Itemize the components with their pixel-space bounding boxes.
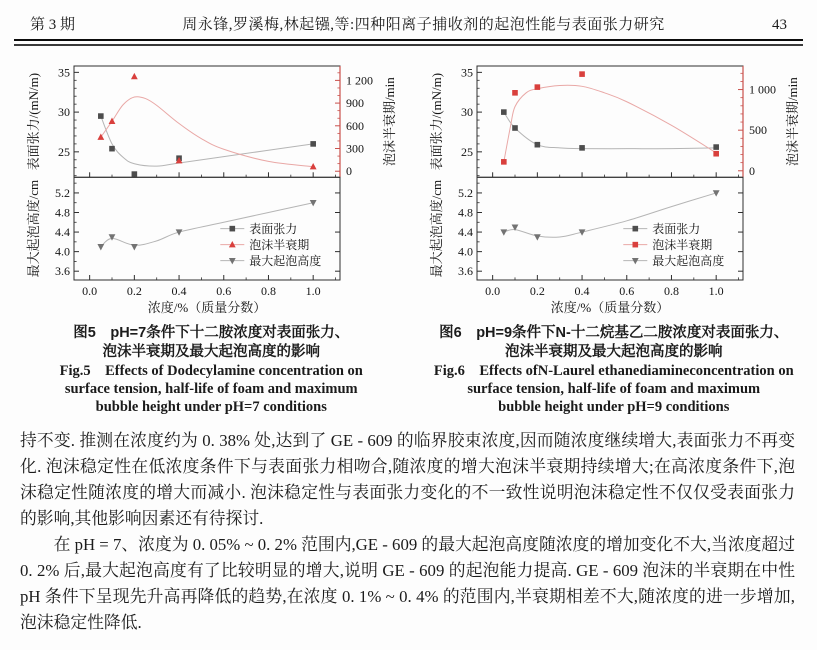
svg-text:泡沫半衰期/min: 泡沫半衰期/min <box>784 77 800 167</box>
series-foam-half-life <box>98 73 317 169</box>
svg-text:0.4: 0.4 <box>171 284 187 298</box>
square-marker <box>512 125 518 131</box>
fig6-caption-cn-line2: 泡沫半衰期及最大起泡高度的影响 <box>505 344 723 360</box>
svg-text:泡沫半衰期: 泡沫半衰期 <box>652 238 713 253</box>
svg-text:0: 0 <box>346 164 353 179</box>
square-marker <box>534 142 540 148</box>
page-number: 43 <box>772 17 787 33</box>
x-axis <box>90 172 336 177</box>
svg-text:4.4: 4.4 <box>55 225 71 240</box>
square-marker <box>109 146 115 152</box>
paragraph-1: 持不变. 推测在浓度约为 0. 38% 处,达到了 GE - 609 的临界胶束浓度,因而随浓度继续增大,表面张力不再变化. 泡沫稳定性在低浓度条件下与表面张力相吻合,随浓度的增大泡沫半衰期持续增大;在高浓度条件下,泡沫稳定性随浓度的增大而减小. 泡沫稳定性与表面张力变化的不一致性说明泡沫稳定性不仅仅受表面张力的影响,其他影响因素还有待探讨. <box>20 431 795 528</box>
svg-text:泡沫半衰期/min: 泡沫半衰期/min <box>382 77 398 167</box>
svg-text:最大起泡高度/cm: 最大起泡高度/cm <box>26 179 42 278</box>
svg-text:1 200: 1 200 <box>346 73 374 88</box>
svg-text:5.2: 5.2 <box>55 185 71 200</box>
figure-6 <box>415 56 814 416</box>
right-axis <box>335 66 397 178</box>
fig5-caption-cn-line2: 泡沫半衰期及最大起泡高度的影响 <box>102 344 320 360</box>
series-surface-tension <box>501 109 719 150</box>
paragraph-2: 在 pH = 7、浓度为 0. 05% ~ 0. 2% 范围内,GE - 609 的最大起泡高度随浓度的增加变化不大,当浓度超过 0. 2% 后,最大起泡高度有了比较明显的增大,说明 GE - 609 的起泡能力提高. GE - 609 泡沫的半衰期在中性 pH 条件下呈现先升高再降低的趋势,在浓度 0. 1% ~ 0. 4% 的范围内,半衰期相差不大,随浓度的进一步增加,泡沫稳定性降低. <box>20 535 795 632</box>
panel-0 <box>429 65 800 177</box>
square-marker <box>579 71 585 77</box>
fig5-caption-cn-line1: 图5 pH=7条件下十二胺浓度对表面张力、 <box>73 325 350 341</box>
svg-text:25: 25 <box>460 144 473 159</box>
fig6-caption-en-line2: surface tension, half-life of foam and maximum <box>467 381 761 397</box>
fig5-caption-en-line1: Fig.5 Effects of Dodecylamine concentration on <box>59 363 363 379</box>
square-marker <box>632 226 638 232</box>
svg-text:1 000: 1 000 <box>748 82 776 97</box>
svg-text:表面张力: 表面张力 <box>249 222 298 237</box>
journal-issue: 第 3 期 <box>30 17 76 33</box>
square-marker <box>311 141 317 147</box>
square-marker <box>230 226 236 232</box>
fig6-caption <box>415 324 814 416</box>
triangle-down-marker <box>632 258 639 264</box>
square-marker <box>534 84 540 90</box>
svg-text:4.0: 4.0 <box>55 244 71 259</box>
header-rule <box>14 39 803 46</box>
svg-text:浓度/%（质量分数）: 浓度/%（质量分数） <box>148 300 267 315</box>
svg-text:浓度/%（质量分数）: 浓度/%（质量分数） <box>550 300 669 315</box>
x-axis <box>485 275 738 315</box>
svg-text:0: 0 <box>748 163 755 178</box>
svg-text:1.0: 1.0 <box>708 284 724 298</box>
square-marker <box>501 109 507 115</box>
fig5-caption-en-line2: surface tension, half-life of foam and maximum <box>64 381 358 397</box>
page-header <box>0 0 817 39</box>
running-title: 周永锋,罗溪梅,林起镪,等:四种阳离子捕收剂的起泡性能与表面张力研究 <box>182 17 665 33</box>
square-marker <box>501 159 507 165</box>
panel-1 <box>429 177 743 315</box>
triangle-down-marker <box>109 234 116 240</box>
svg-text:1.0: 1.0 <box>305 284 321 298</box>
svg-text:35: 35 <box>460 65 473 80</box>
svg-text:0.4: 0.4 <box>574 284 590 298</box>
triangle-down-marker <box>98 244 105 250</box>
svg-text:35: 35 <box>58 65 71 80</box>
fig6-caption-cn-line1: 图6 pH=9条件下N-十二烷基乙二胺浓度对表面张力、 <box>439 325 789 341</box>
triangle-down-marker <box>500 229 507 235</box>
svg-text:3.6: 3.6 <box>457 264 473 279</box>
legend <box>221 221 322 268</box>
right-axis <box>738 66 800 178</box>
triangle-down-marker <box>229 258 236 264</box>
fig6-chart <box>419 56 809 320</box>
svg-text:0.2: 0.2 <box>127 284 143 298</box>
fig5-caption-en-line3: bubble height under pH=7 conditions <box>95 399 327 415</box>
svg-text:4.8: 4.8 <box>457 205 473 220</box>
svg-text:900: 900 <box>346 96 365 111</box>
svg-text:表面张力/(mN/m): 表面张力/(mN/m) <box>26 72 42 171</box>
fig5-caption <box>12 324 411 416</box>
square-marker <box>579 145 585 151</box>
svg-text:0.8: 0.8 <box>261 284 277 298</box>
svg-text:4.0: 4.0 <box>457 244 473 259</box>
svg-text:30: 30 <box>58 105 71 120</box>
fig6-caption-en-line1: Fig.6 Effects ofN-Laurel ethanediamineconcentration on <box>433 363 794 379</box>
svg-text:0.8: 0.8 <box>663 284 679 298</box>
svg-text:0.6: 0.6 <box>216 284 232 298</box>
svg-text:4.4: 4.4 <box>457 225 473 240</box>
svg-text:500: 500 <box>748 123 767 138</box>
square-marker <box>713 151 719 157</box>
svg-text:泡沫半衰期: 泡沫半衰期 <box>249 238 310 253</box>
svg-text:0.0: 0.0 <box>82 284 98 298</box>
panel-0 <box>26 65 397 178</box>
square-marker <box>132 171 138 177</box>
square-marker <box>713 144 719 150</box>
fig5-chart <box>16 56 406 320</box>
svg-text:25: 25 <box>58 144 71 159</box>
svg-text:300: 300 <box>346 141 365 156</box>
left-axis <box>429 65 743 175</box>
svg-text:最大起泡高度: 最大起泡高度 <box>652 254 725 269</box>
square-marker <box>512 90 518 96</box>
x-axis <box>82 275 335 315</box>
left-axis <box>26 65 340 175</box>
triangle-down-marker <box>131 244 138 250</box>
svg-text:0.0: 0.0 <box>484 284 500 298</box>
body-text <box>0 416 817 636</box>
svg-text:最大起泡高度/cm: 最大起泡高度/cm <box>428 179 444 278</box>
svg-text:表面张力/(mN/m): 表面张力/(mN/m) <box>428 72 444 171</box>
svg-text:0.6: 0.6 <box>619 284 635 298</box>
svg-text:30: 30 <box>460 105 473 120</box>
legend <box>623 221 724 268</box>
square-marker <box>632 242 638 248</box>
svg-text:表面张力: 表面张力 <box>652 222 701 237</box>
figure-5 <box>12 56 411 416</box>
panel-1 <box>26 177 340 315</box>
figures-row <box>0 46 817 416</box>
svg-text:0.2: 0.2 <box>529 284 545 298</box>
square-marker <box>98 113 104 119</box>
svg-text:4.8: 4.8 <box>55 205 71 220</box>
svg-text:最大起泡高度: 最大起泡高度 <box>249 254 322 269</box>
triangle-up-marker <box>131 73 138 79</box>
fig6-caption-en-line3: bubble height under pH=9 conditions <box>498 399 730 415</box>
x-axis <box>492 172 738 177</box>
svg-text:600: 600 <box>346 118 365 133</box>
series-foam-half-life <box>501 71 719 164</box>
svg-text:3.6: 3.6 <box>55 264 71 279</box>
series-surface-tension <box>98 113 316 177</box>
triangle-down-marker <box>534 234 541 240</box>
svg-text:5.2: 5.2 <box>457 185 473 200</box>
